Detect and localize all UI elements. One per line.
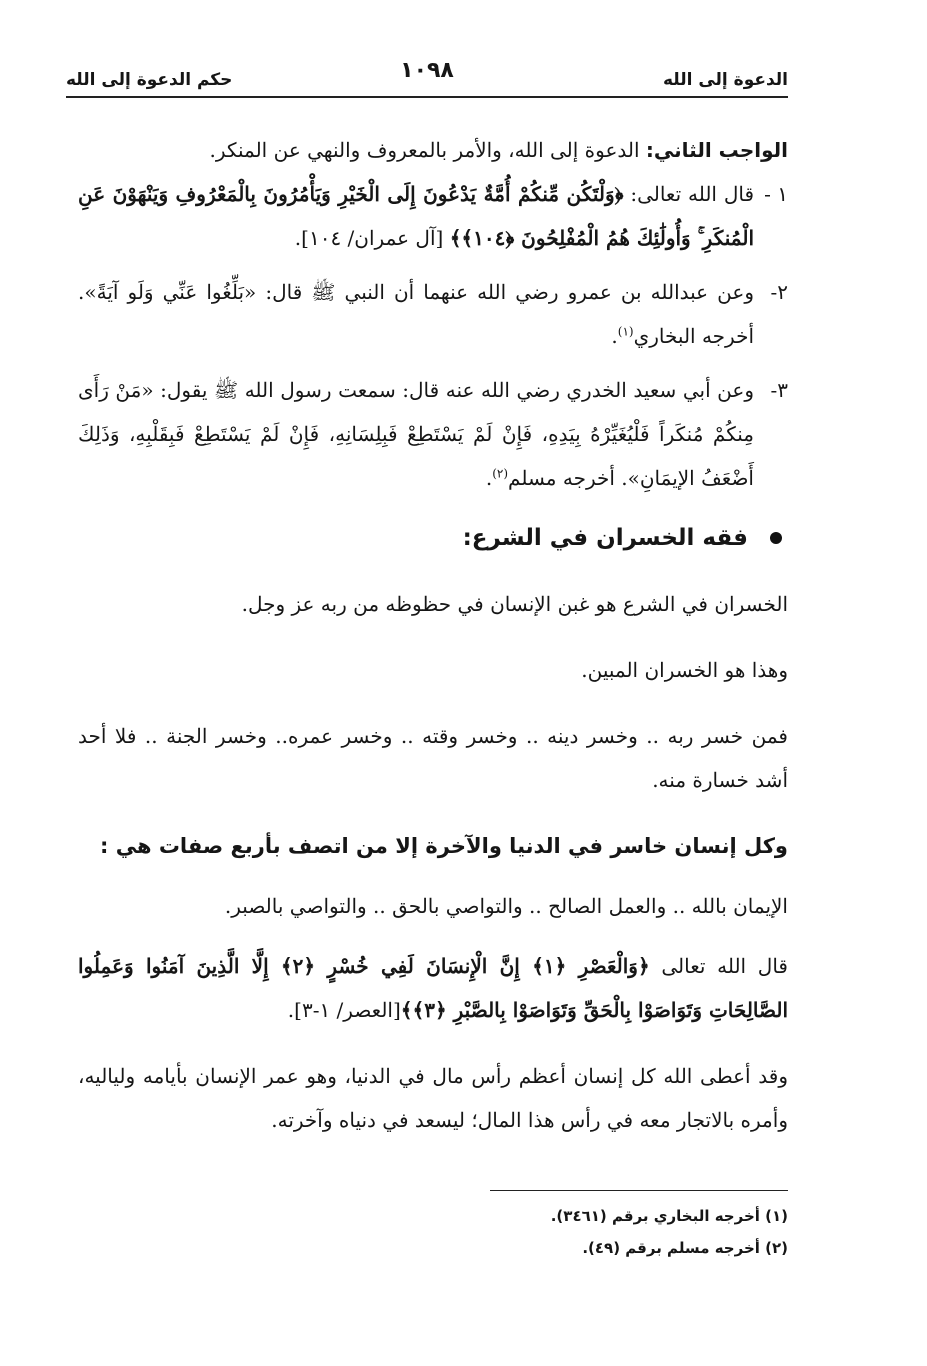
paragraph: فمن خسر ربه .. وخسر دينه .. وخسر وقته .. وخسر عمره.. وخسر الجنة .. فلا أحد أشد خسارة منه. <box>78 724 788 792</box>
sentence-end: . <box>611 324 618 348</box>
header-chapter-title: الدعوة إلى الله <box>662 70 788 90</box>
list-item-3 <box>78 368 788 500</box>
list-number: ١ - <box>764 182 788 206</box>
paragraph: وقد أعطى الله كل إنسان أعظم رأس مال في الدنيا، وهو عمر الإنسان بأيامه ولياليه، وأمره بالاتجار معه في رأس هذا المال؛ ليسعد في دنياه وآخرته. <box>78 1064 788 1132</box>
duty-text: الدعوة إلى الله، والأمر بالمعروف والنهي عن المنكر. <box>209 138 646 162</box>
footnote: (١) أخرجه البخاري برقم (٣٤٦١). <box>550 1207 788 1225</box>
list-item-text <box>78 270 754 358</box>
paragraph: وهذا هو الخسران المبين. <box>581 658 788 682</box>
hadith-text: وعن أبي سعيد الخدري رضي الله عنه قال: سمعت رسول الله ﷺ يقول: «مَنْ رَأَى مِنكُمْ مُنكَراً فَلْيُغَيِّرْهُ بِيَدِهِ، فَإِنْ لَمْ يَسْتَطِعْ فَبِلِسَانِهِ، فَإِنْ لَمْ يَسْتَطِعْ فَبِقَلْبِهِ، وَذَلِكَ أَضْعَفُ الإيمَانِ». أخرجه مسلم <box>78 378 754 490</box>
list-item-1 <box>78 172 788 260</box>
quran-paragraph <box>78 944 788 1032</box>
quran-intro: قال الله تعالى: <box>623 182 755 206</box>
quran-intro: قال الله تعالى <box>649 954 788 978</box>
duty-label: الواجب الثاني: <box>645 138 788 162</box>
paragraph: الإيمان بالله .. والعمل الصالح .. والتواصي بالحق .. والتواصي بالصبر. <box>224 894 788 918</box>
footnotes <box>300 1200 788 1264</box>
list-number: ٣- <box>770 378 788 402</box>
subheading: وكل إنسان خاسر في الدنيا والآخرة إلا من اتصف بأربع صفات هي : <box>100 834 788 858</box>
footnote-marker: (٢) <box>492 466 509 481</box>
header-divider <box>66 96 788 98</box>
hadith-text: وعن عبدالله بن عمرو رضي الله عنهما أن النبي ﷺ قال: «بَلِّغُوا عَنِّي وَلَو آيَةً». أخرجه البخاري <box>78 280 754 348</box>
section-heading <box>78 516 788 560</box>
verse-reference: [العصر/ ١-٣]. <box>287 998 401 1022</box>
paragraph: الخسران في الشرع هو غبن الإنسان في حظوظه من ربه عز وجل. <box>241 592 788 616</box>
running-header <box>66 58 788 96</box>
quran-verse: ﴿وَلْتَكُن مِّنكُمْ أُمَّةٌ يَدْعُونَ إِلَى الْخَيْرِ وَيَأْمُرُونَ بِالْمَعْرُوفِ وَيَنْهَوْنَ عَنِ الْمُنكَرِ ۚ وَأُولَٰئِكَ هُمُ الْمُفْلِحُونَ ﴿١٠٤﴾﴾ <box>78 182 754 250</box>
bullet-icon <box>770 532 782 544</box>
list-number: ٢- <box>770 280 788 304</box>
page-number: ١٠٩٨ <box>400 58 454 83</box>
quran-verse: ﴿وَالْعَصْرِ ﴿١﴾ إِنَّ الْإِنسَانَ لَفِي خُسْرٍ ﴿٢﴾ إِلَّا الَّذِينَ آمَنُوا وَعَمِلُوا الصَّالِحَاتِ وَتَوَاصَوْا بِالْحَقِّ وَتَوَاصَوْا بِالصَّبْرِ ﴿٣﴾﴾ <box>78 954 788 1022</box>
sentence-end: . <box>485 466 493 490</box>
duty-paragraph <box>78 128 788 172</box>
section-heading-text: فقه الخسران في الشرع: <box>462 525 748 551</box>
list-item-text <box>78 172 754 260</box>
header-book-title: حكم الدعوة إلى الله <box>66 70 233 90</box>
footnote-marker: (١) <box>617 324 634 339</box>
footnote: (٢) أخرجه مسلم برقم (٤٩). <box>582 1239 788 1257</box>
list-item-text <box>78 368 754 500</box>
footnote-divider <box>490 1190 788 1191</box>
list-item-2 <box>78 270 788 358</box>
main-text <box>78 128 788 1142</box>
verse-reference: [آل عمران/ ١٠٤]. <box>294 226 450 250</box>
